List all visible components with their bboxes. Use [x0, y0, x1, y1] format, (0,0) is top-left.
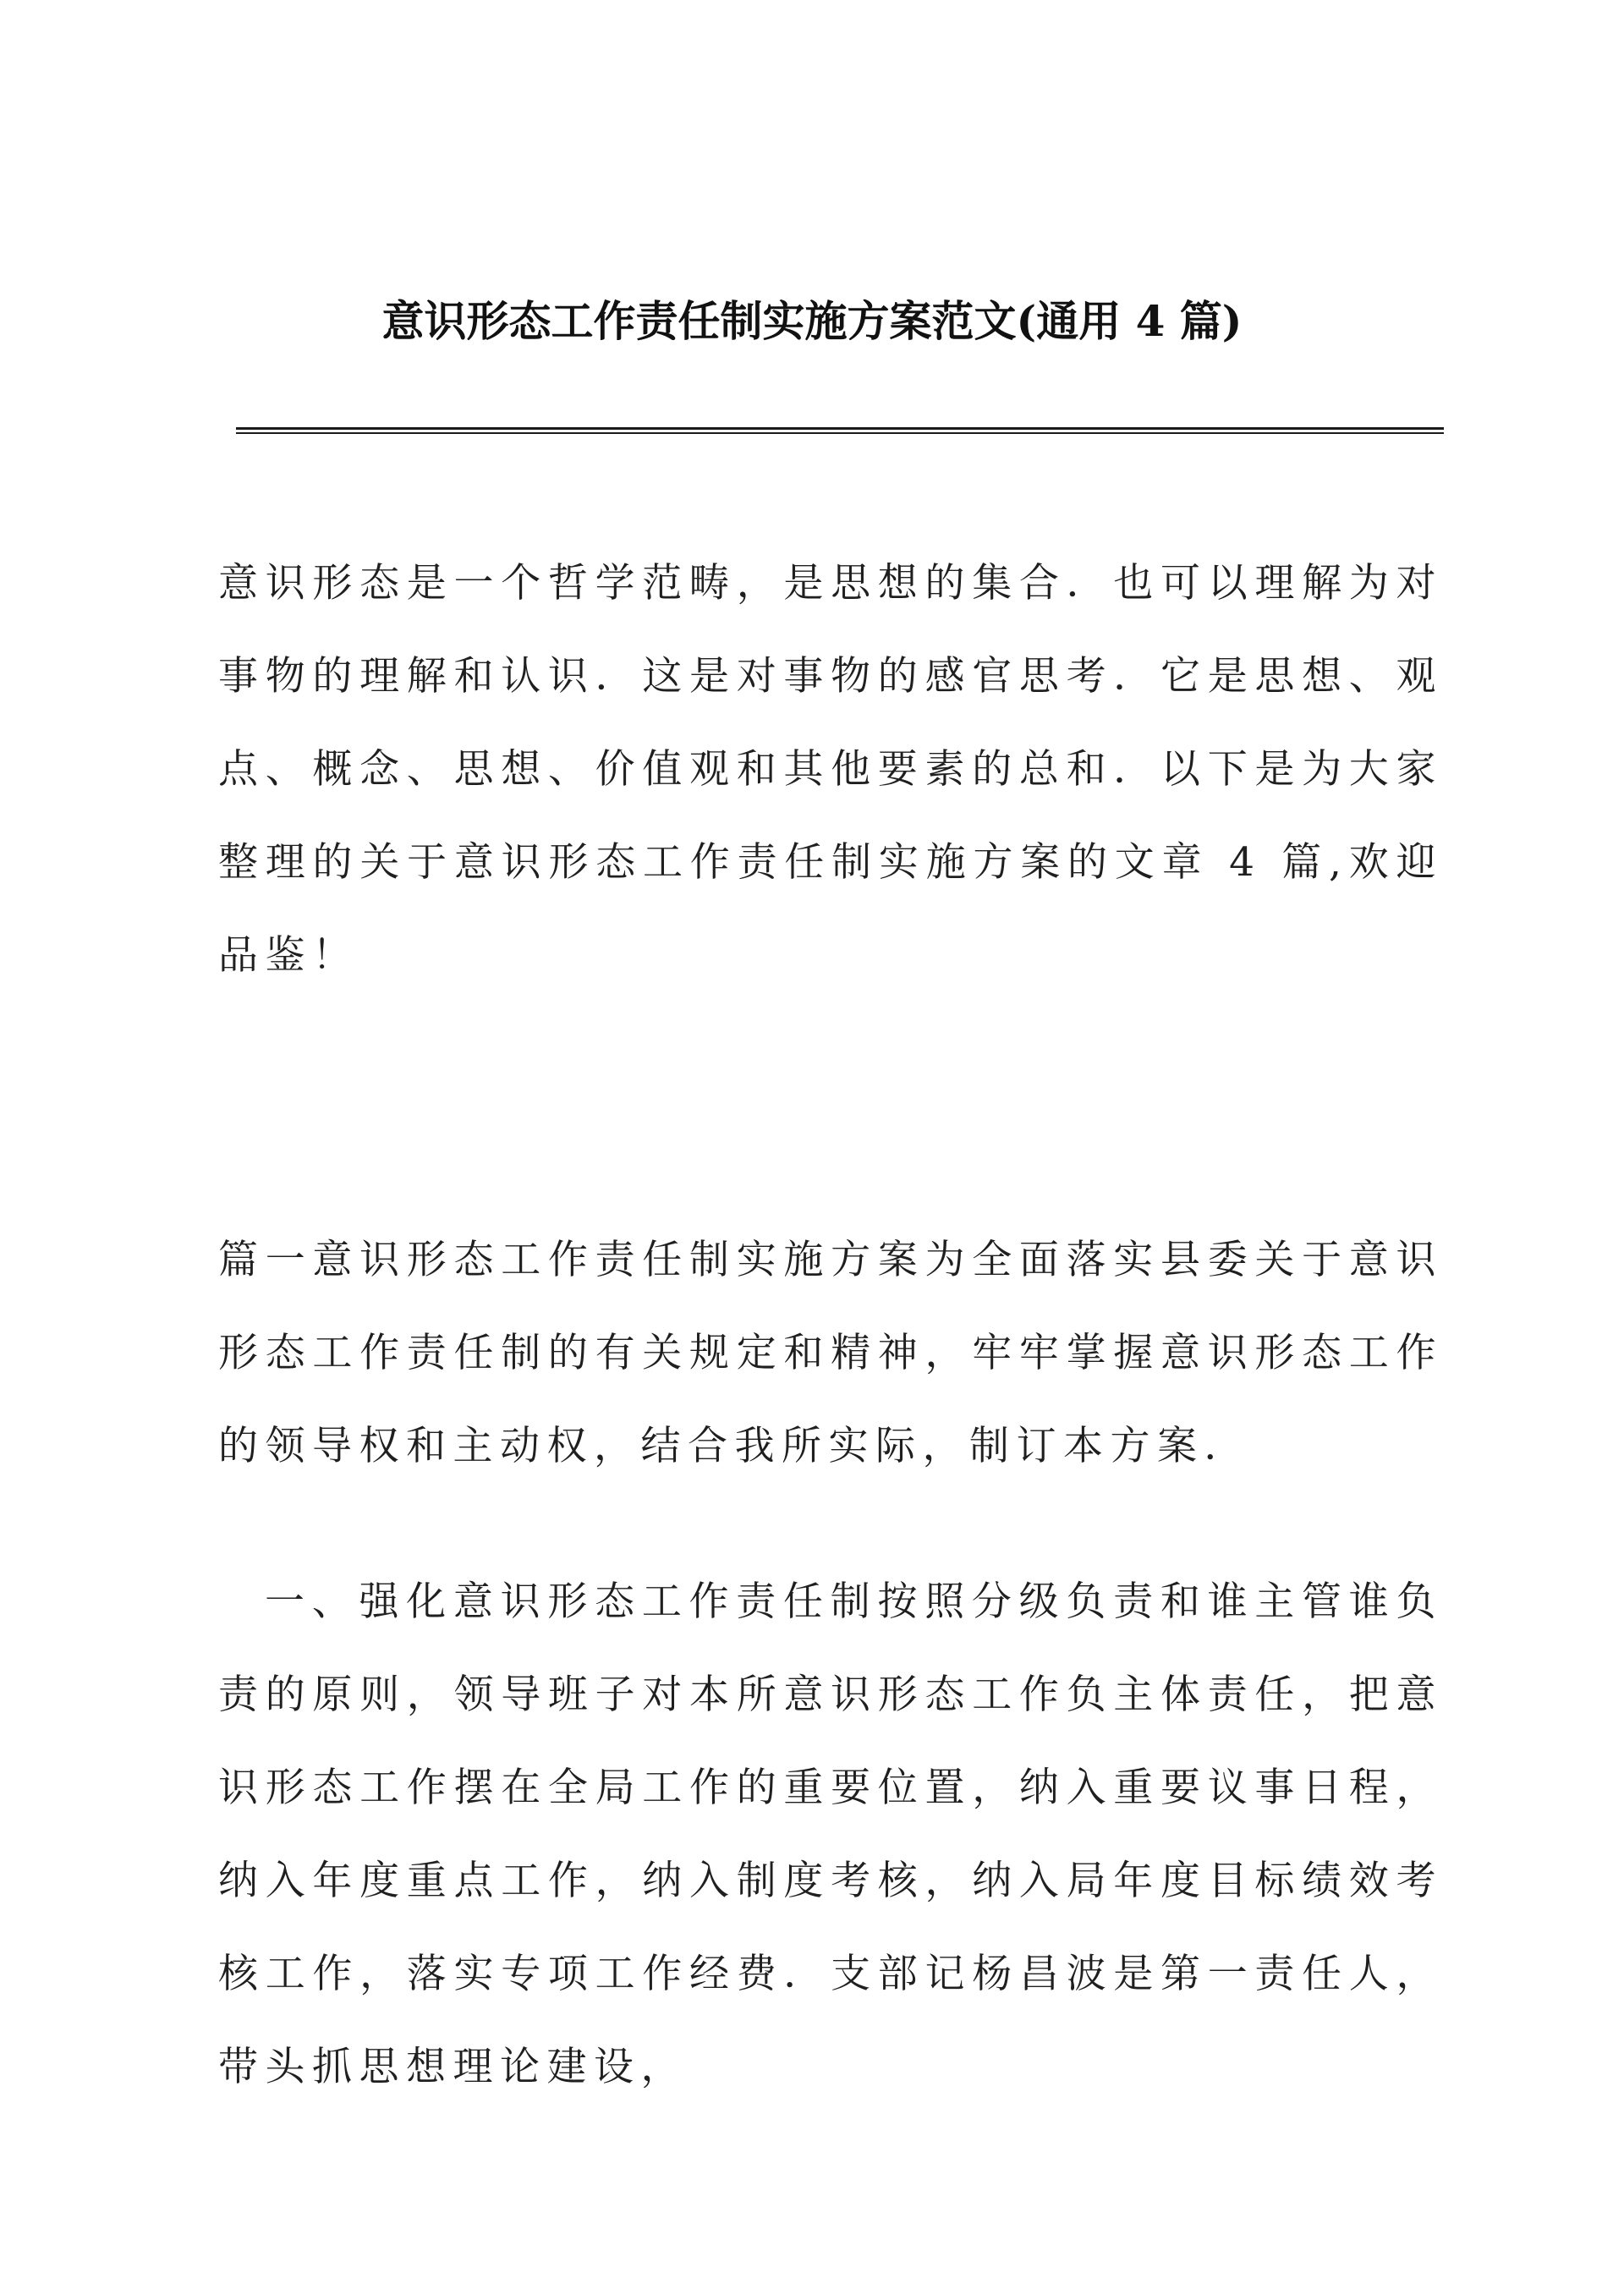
title-divider	[236, 427, 1444, 434]
intro-paragraph: 意识形态是一个哲学范畴，是思想的集合．也可以理解为对事物的理解和认识．这是对事物的感官思考．它是思想、观点、概念、思想、价值观和其他要素的总和．以下是为大家整理的关于意识形态工作责任制实施方案的文章 4 篇,欢迎品鉴！	[218, 560, 1443, 979]
document-title: 意识形态工作责任制实施方案范文(通用 4 篇)	[381, 296, 1243, 346]
part1-intro-paragraph: 篇一意识形态工作责任制实施方案为全面落实县委关于意识形态工作责任制的有关规定和精神，牢牢掌握意识形态工作的领导权和主动权，结合我所实际，制订本方案．	[218, 1237, 1443, 1469]
section1-paragraph: 一、强化意识形态工作责任制按照分级负责和谁主管谁负责的原则，领导班子对本所意识形态工作负主体责任，把意识形态工作摆在全局工作的重要位置，纳入重要议事日程，纳入年度重点工作，纳入制度考核，纳入局年度目标绩效考核工作，落实专项工作经费．支部记杨昌波是第一责任人，带头抓思想理论建设，	[218, 1578, 1443, 2090]
